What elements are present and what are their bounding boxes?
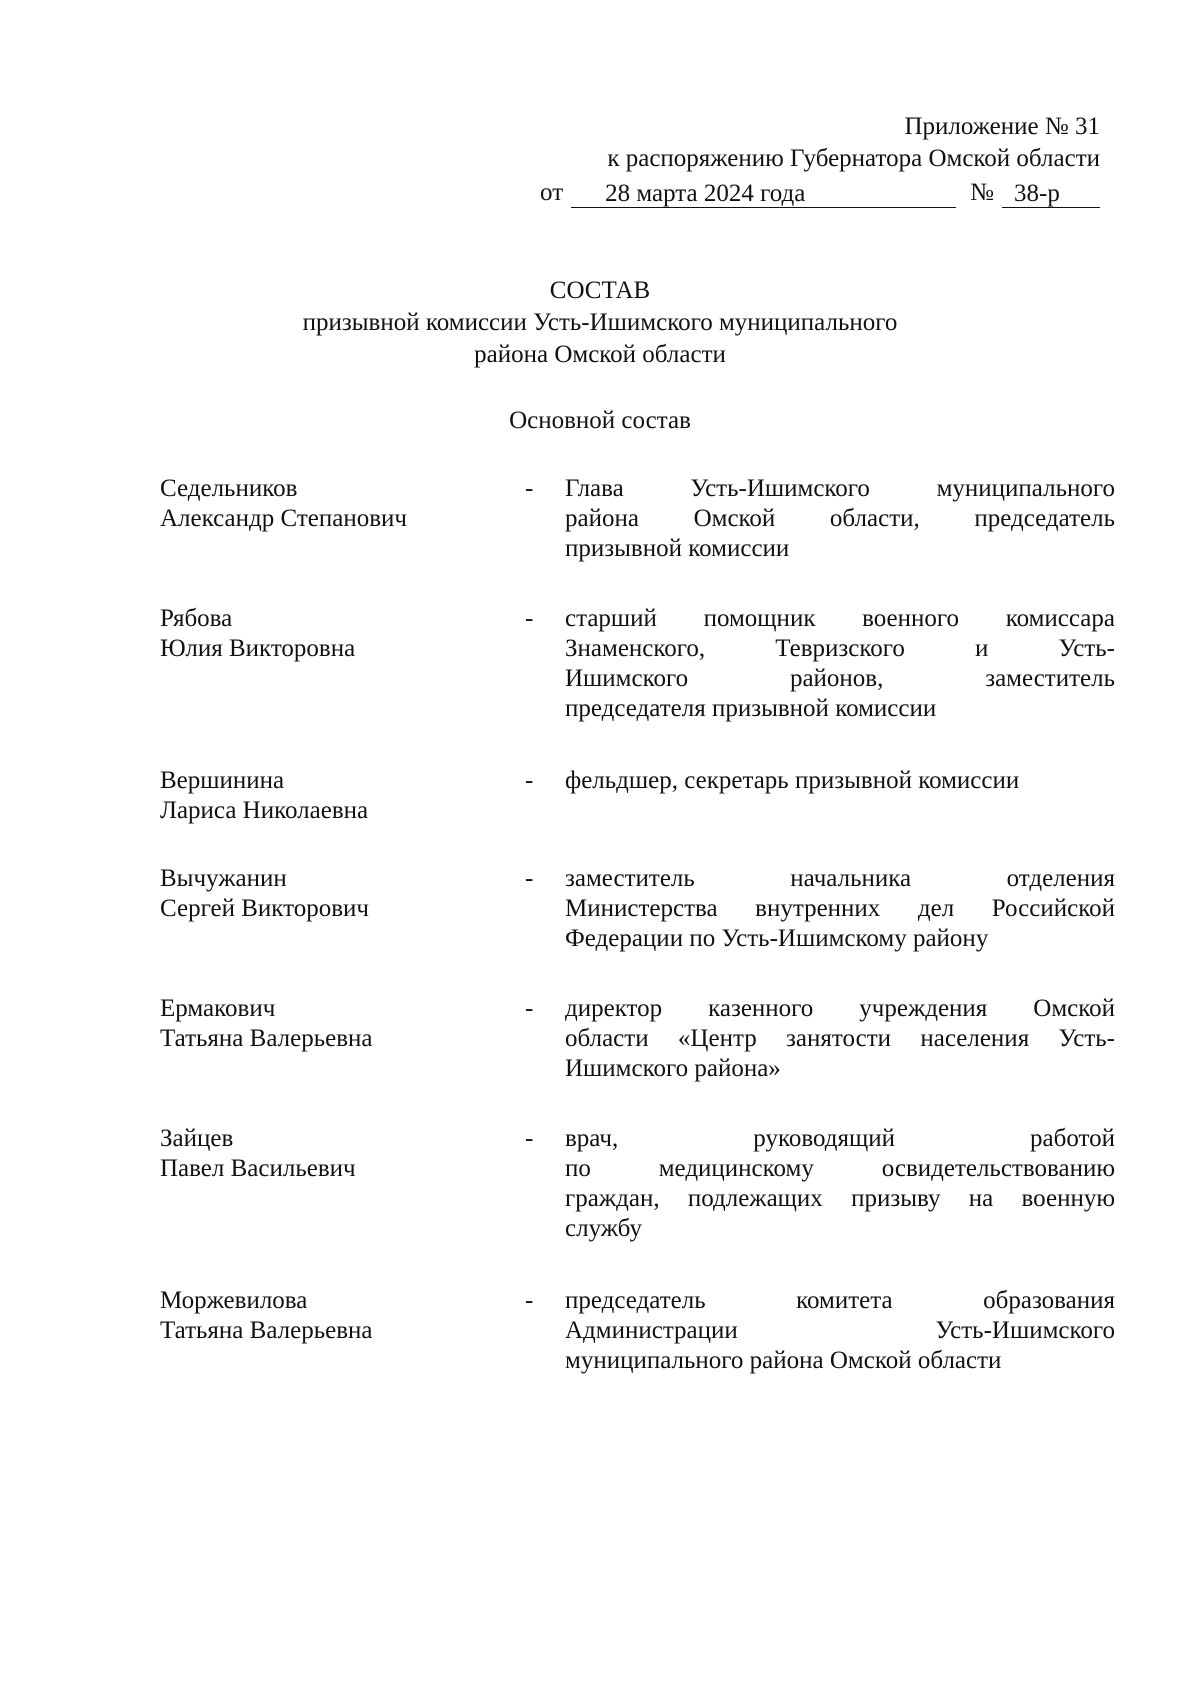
role-line: Знаменского, Тевризского и Усть- <box>565 635 1115 662</box>
role-line: Глава Усть-Ишимского муниципального <box>565 475 1115 502</box>
member-dash: - <box>525 1287 534 1314</box>
member-name <box>160 604 500 664</box>
member-dash: - <box>525 475 534 502</box>
member-surname: Ермакович <box>160 995 276 1022</box>
role-line: председатель комитета образования <box>565 1287 1115 1314</box>
role-line: граждан, подлежащих призыву на военную <box>565 1185 1115 1212</box>
role-line: области «Центр занятости населения Усть- <box>565 1025 1115 1052</box>
member-role <box>565 766 1115 796</box>
role-line: врач, руководящий работой <box>565 1125 1115 1152</box>
role-line: района Омской области, председатель <box>565 505 1115 532</box>
member-surname: Зайцев <box>160 1125 234 1152</box>
date-prefix: от <box>540 179 564 206</box>
member-given-name: Лариса Николаевна <box>160 797 369 824</box>
member-given-name: Татьяна Валерьевна <box>160 1317 373 1344</box>
role-line: председателя призывной комиссии <box>565 695 937 722</box>
order-number: 38-р <box>1002 181 1100 208</box>
role-line: Ишимского районов, заместитель <box>565 665 1115 692</box>
document-header <box>480 112 1100 208</box>
member-surname: Рябова <box>160 605 233 632</box>
title-line-3: района Омской области <box>474 341 726 368</box>
title-line-2: призывной комиссии Усть-Ишимского муниципального <box>302 309 898 336</box>
order-reference: к распоряжению Губернатора Омской области <box>607 145 1100 172</box>
title-line-1: СОСТАВ <box>549 277 651 304</box>
member-given-name: Татьяна Валерьевна <box>160 1025 373 1052</box>
role-line: муниципального района Омской области <box>565 1347 1002 1374</box>
member-role <box>565 604 1115 724</box>
member-name <box>160 1286 500 1346</box>
section-subtitle: Основной состав <box>509 407 691 434</box>
member-role <box>565 864 1115 954</box>
member-dash: - <box>525 995 534 1022</box>
role-line: по медицинскому освидетельствованию <box>565 1155 1115 1182</box>
member-given-name: Сергей Викторович <box>160 895 369 922</box>
member-role <box>565 1124 1115 1244</box>
member-name <box>160 1124 500 1184</box>
member-name <box>160 766 500 826</box>
member-surname: Вычужанин <box>160 865 287 892</box>
member-dash: - <box>525 865 534 892</box>
role-line: заместитель начальника отделения <box>565 865 1115 892</box>
member-dash: - <box>525 605 534 632</box>
member-dash: - <box>525 1125 534 1152</box>
member-dash: - <box>525 767 534 794</box>
document-title <box>0 276 1200 372</box>
order-date: 28 марта 2024 года <box>571 181 956 208</box>
member-role <box>565 474 1115 564</box>
member-given-name: Павел Васильевич <box>160 1155 356 1182</box>
member-given-name: Юлия Викторовна <box>160 635 356 662</box>
member-role <box>565 1286 1115 1376</box>
role-line: старший помощник военного комиссара <box>565 605 1115 632</box>
role-line: Ишимского района» <box>565 1055 781 1082</box>
member-name <box>160 864 500 924</box>
role-line: директор казенного учреждения Омской <box>565 995 1115 1022</box>
member-surname: Вершинина <box>160 767 285 794</box>
member-role <box>565 994 1115 1084</box>
role-line: Министерства внутренних дел Российской <box>565 895 1115 922</box>
number-prefix: № <box>970 179 994 206</box>
member-name <box>160 994 500 1054</box>
member-given-name: Александр Степанович <box>160 505 407 532</box>
member-surname: Моржевилова <box>160 1287 308 1314</box>
role-line: фельдшер, секретарь призывной комиссии <box>565 767 1020 794</box>
role-line: службу <box>565 1215 642 1242</box>
appendix-label: Приложение № 31 <box>904 113 1100 140</box>
role-line: Администрации Усть-Ишимского <box>565 1317 1115 1344</box>
role-line: Федерации по Усть-Ишимскому району <box>565 925 989 952</box>
role-line: призывной комиссии <box>565 535 790 562</box>
member-name <box>160 474 500 534</box>
date-number-line <box>480 176 1100 208</box>
member-surname: Седельников <box>160 475 298 502</box>
